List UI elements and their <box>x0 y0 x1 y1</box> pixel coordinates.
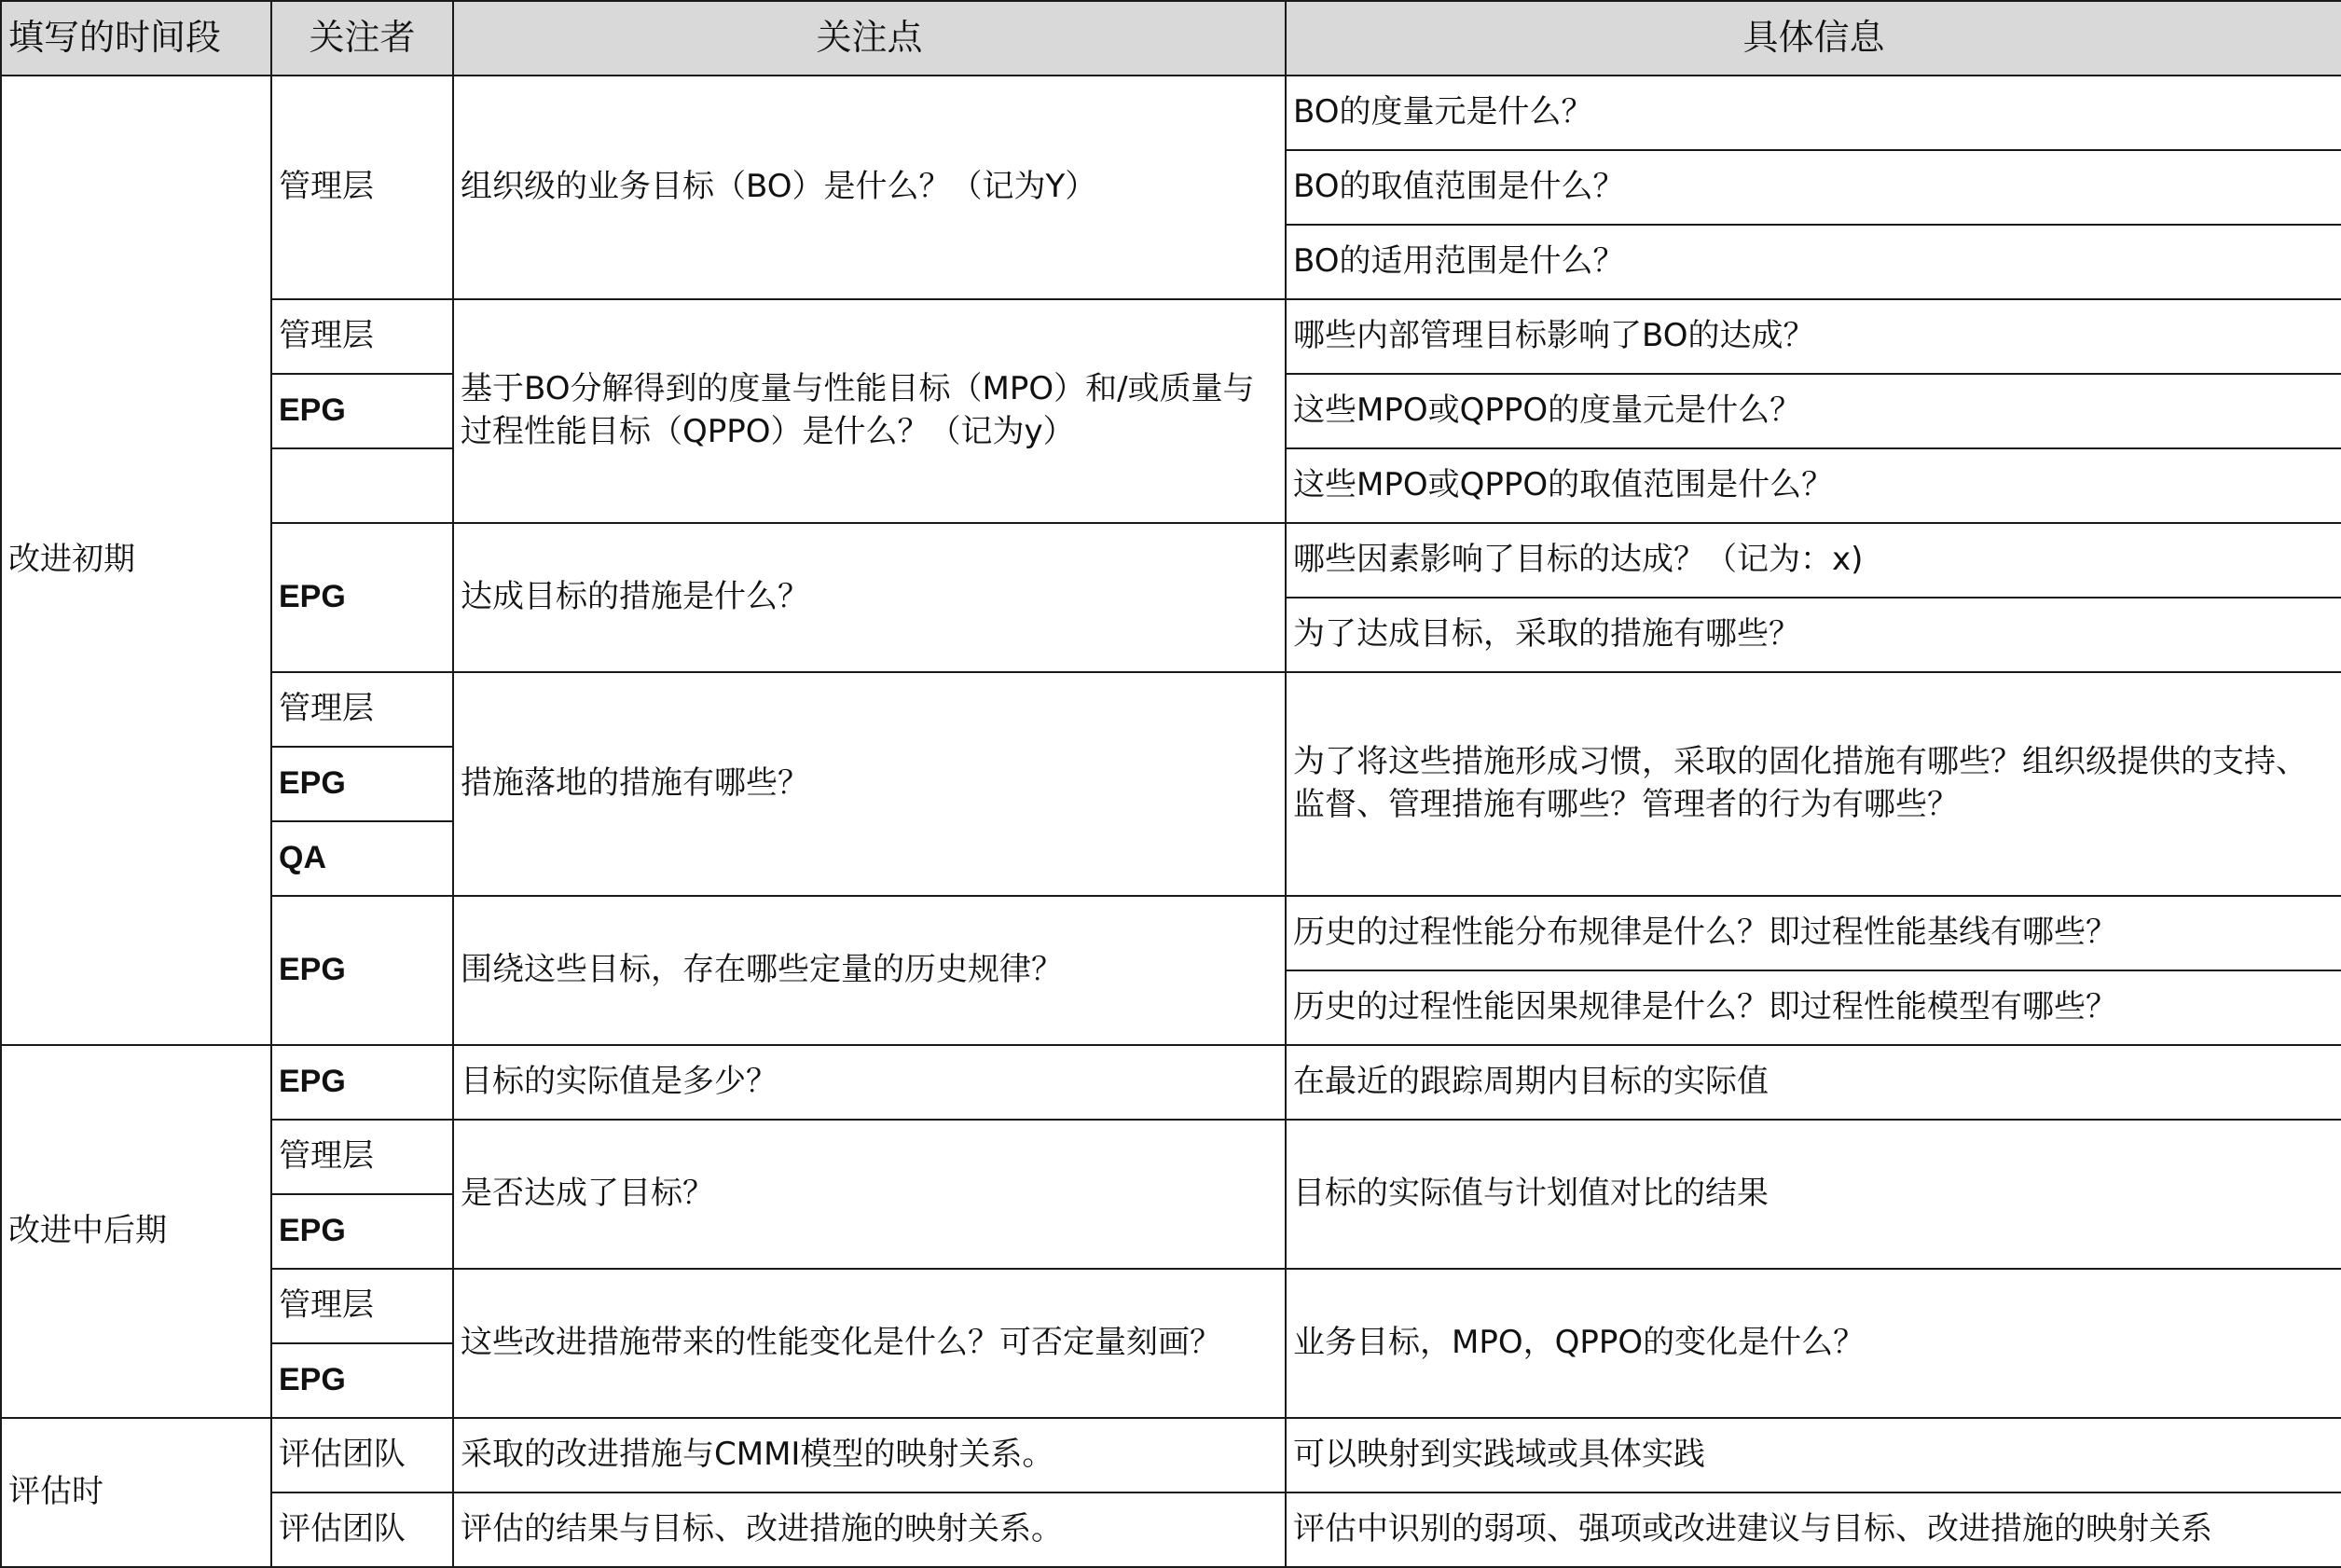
focus-cell: 目标的实际值是多少？ <box>453 1045 1286 1120</box>
header-row <box>1 1 2341 76</box>
detail-cell: 业务目标，MPO，QPPO的变化是什么？ <box>1286 1269 2341 1418</box>
focus-cell: 是否达成了目标？ <box>453 1120 1286 1269</box>
period-early: 改进初期 <box>1 76 271 1045</box>
stakeholder-cell: EPG <box>271 1343 453 1418</box>
detail-cell: 在最近的跟踪周期内目标的实际值 <box>1286 1045 2341 1120</box>
detail-cell: 哪些因素影响了目标的达成？（记为：x) <box>1286 523 2341 598</box>
detail-cell: BO的取值范围是什么？ <box>1286 150 2341 225</box>
focus-cell: 采取的改进措施与CMMI模型的映射关系。 <box>453 1418 1286 1492</box>
detail-cell: 哪些内部管理目标影响了BO的达成？ <box>1286 299 2341 374</box>
table-row <box>1 1045 2341 1120</box>
stakeholder-cell: 管理层 <box>271 1120 453 1194</box>
focus-cell: 达成目标的措施是什么？ <box>453 523 1286 672</box>
table-row <box>1 1120 2341 1194</box>
detail-cell: 为了达成目标，采取的措施有哪些？ <box>1286 598 2341 672</box>
focus-cell: 组织级的业务目标（BO）是什么？（记为Y） <box>453 76 1286 299</box>
stakeholder-cell: 评估团队 <box>271 1418 453 1492</box>
table-row <box>1 896 2341 970</box>
table-row <box>1 1418 2341 1492</box>
period-mid-late: 改进中后期 <box>1 1045 271 1418</box>
focus-cell: 围绕这些目标，存在哪些定量的历史规律？ <box>453 896 1286 1045</box>
focus-cell: 措施落地的措施有哪些？ <box>453 672 1286 896</box>
table-row <box>1 523 2341 598</box>
stakeholder-cell: 管理层 <box>271 299 453 374</box>
focus-cell: 基于BO分解得到的度量与性能目标（MPO）和/或质量与过程性能目标（QPPO）是什么？（记为y） <box>453 299 1286 523</box>
header-focus: 关注点 <box>453 1 1286 76</box>
detail-cell: 历史的过程性能分布规律是什么？即过程性能基线有哪些？ <box>1286 896 2341 970</box>
table-row <box>1 76 2341 150</box>
stakeholder-cell: EPG <box>271 523 453 672</box>
detail-cell: 目标的实际值与计划值对比的结果 <box>1286 1120 2341 1269</box>
stakeholder-cell: EPG <box>271 747 453 821</box>
detail-cell: 这些MPO或QPPO的取值范围是什么？ <box>1286 448 2341 523</box>
stakeholder-cell: 管理层 <box>271 76 453 299</box>
table-row <box>1 1492 2341 1567</box>
stakeholder-cell: 评估团队 <box>271 1492 453 1567</box>
detail-cell: 为了将这些措施形成习惯，采取的固化措施有哪些？组织级提供的支持、监督、管理措施有哪些？管理者的行为有哪些？ <box>1286 672 2341 896</box>
stakeholder-cell: 管理层 <box>271 672 453 747</box>
stakeholder-cell-empty <box>271 448 453 523</box>
detail-cell: 可以映射到实践域或具体实践 <box>1286 1418 2341 1492</box>
header-detail: 具体信息 <box>1286 1 2341 76</box>
focus-cell: 评估的结果与目标、改进措施的映射关系。 <box>453 1492 1286 1567</box>
stakeholder-cell: EPG <box>271 1045 453 1120</box>
header-period: 填写的时间段 <box>1 1 271 76</box>
table-row <box>1 1269 2341 1343</box>
stakeholder-cell: EPG <box>271 374 453 448</box>
detail-cell: 历史的过程性能因果规律是什么？即过程性能模型有哪些？ <box>1286 970 2341 1045</box>
header-stakeholder: 关注者 <box>271 1 453 76</box>
stakeholder-cell: QA <box>271 821 453 896</box>
focus-cell: 这些改进措施带来的性能变化是什么？可否定量刻画？ <box>453 1269 1286 1418</box>
table-row <box>1 672 2341 747</box>
detail-cell: 这些MPO或QPPO的度量元是什么？ <box>1286 374 2341 448</box>
stakeholder-cell: EPG <box>271 1194 453 1269</box>
stakeholder-cell: EPG <box>271 896 453 1045</box>
table-row <box>1 299 2341 374</box>
detail-cell: BO的适用范围是什么？ <box>1286 225 2341 299</box>
period-assessment: 评估时 <box>1 1418 271 1567</box>
stakeholder-cell: 管理层 <box>271 1269 453 1343</box>
detail-cell: BO的度量元是什么？ <box>1286 76 2341 150</box>
detail-cell: 评估中识别的弱项、强项或改进建议与目标、改进措施的映射关系 <box>1286 1492 2341 1567</box>
